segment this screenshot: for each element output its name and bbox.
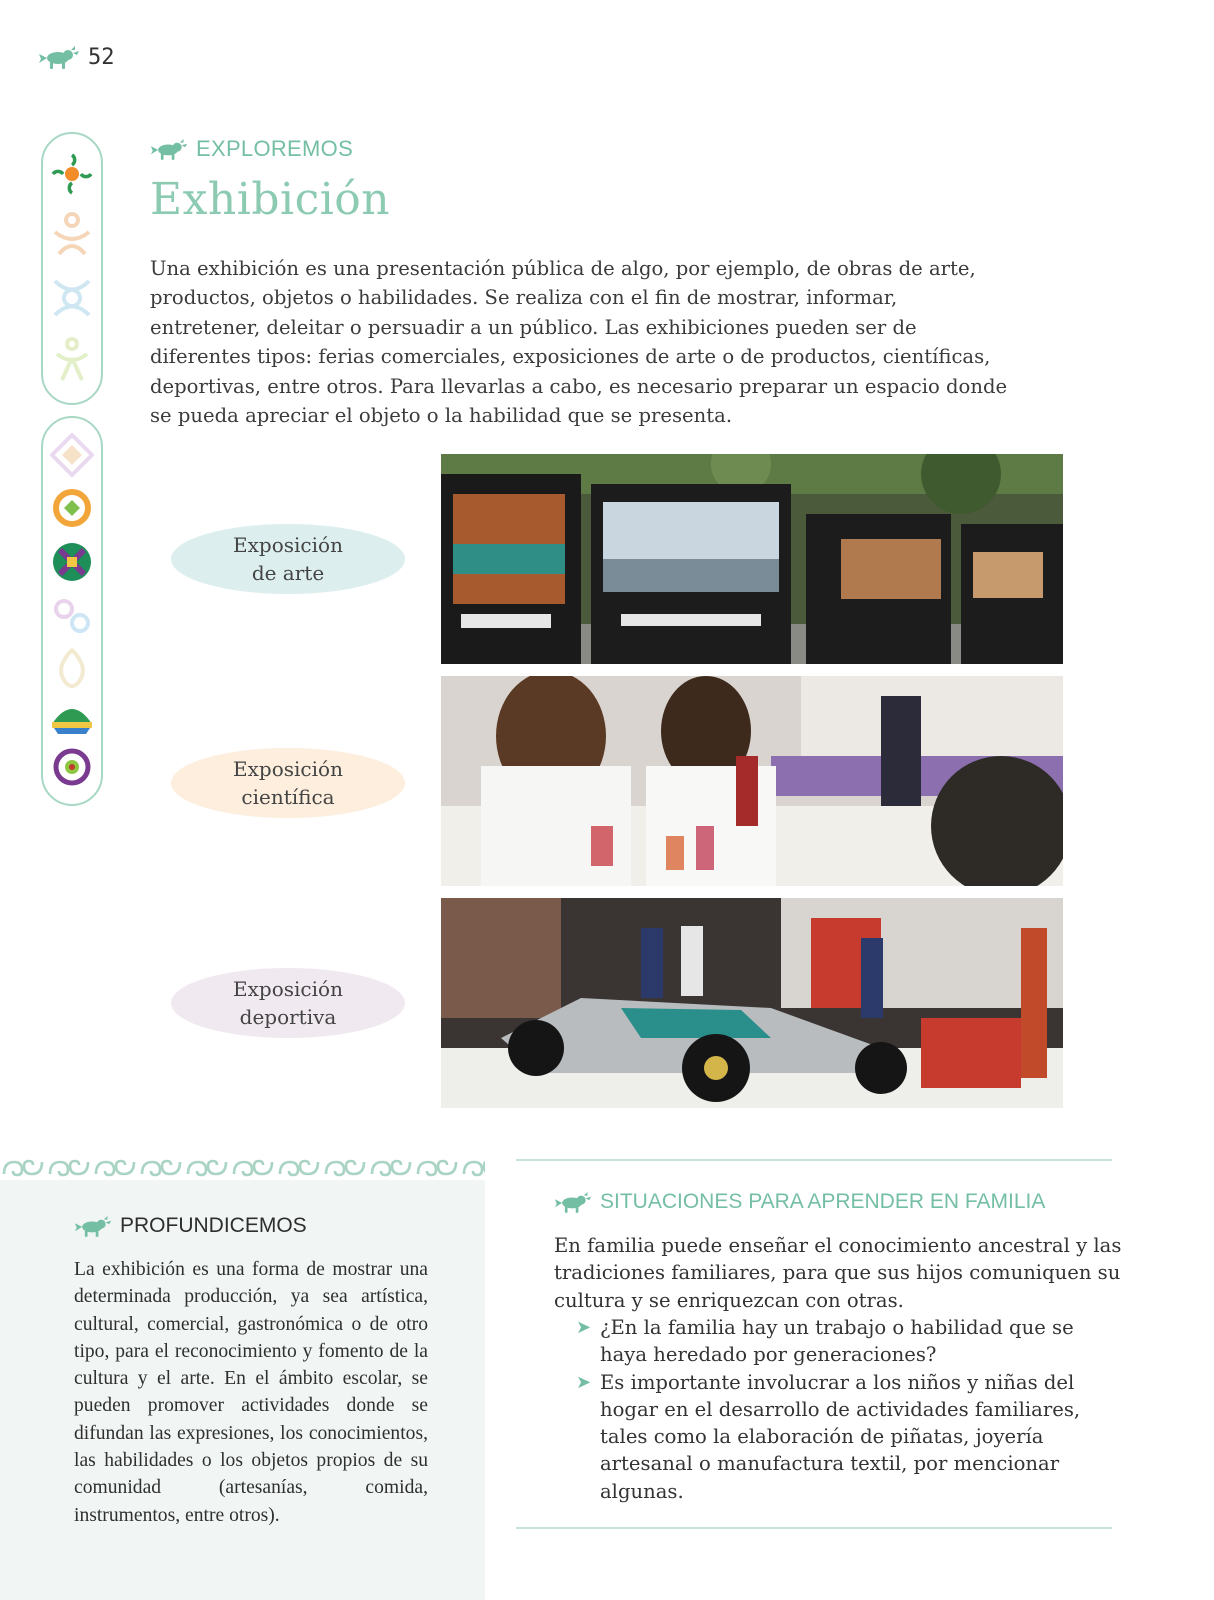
intro-paragraph: Una exhibición es una presentación pública de algo, por ejemplo, de obras de arte, productos, objetos o habilidades. Se realiza con el fin de mostrar, informar, entretener, deleitar o persuadir a un público. Las exhibiciones pueden ser de diferentes tipos: ferias comerciales, exposiciones de arte o de productos, científicas, deportivas, entre otros. Para llevarlas a cabo, es necesario preparar un espacio donde se pueda apreciar el objeto o la habilidad que se presenta. [150, 257, 1008, 428]
splash-circle-icon [50, 745, 94, 789]
label-exposicion-cientifica [171, 748, 405, 818]
page-number-header [38, 44, 115, 70]
axolotl-icon [38, 44, 80, 70]
faded-etica-symbol-icon [49, 273, 95, 323]
divider [516, 1527, 1112, 1529]
faded-flame-icon [50, 646, 94, 690]
race-car-exhibition-photo [441, 898, 1063, 1108]
outdoor-photo-exhibition-photo [441, 454, 1063, 664]
arrow-bullet-icon: ➤ [576, 1317, 592, 1338]
familia-intro-paragraph: En familia puede enseñar el conocimiento ancestral y las tradiciones familiares, para que sus hijos comuniquen su cultura y se enriquezcan con otras. [554, 1234, 1122, 1312]
label-exposicion-arte [171, 524, 405, 594]
faded-links-icon [50, 593, 94, 637]
label-exposicion-deportiva [171, 968, 405, 1038]
cross-square-icon [50, 540, 94, 584]
profundicemos-section-header [74, 1214, 307, 1238]
dome-icon [50, 700, 94, 736]
lenguajes-symbol-icon [49, 151, 95, 197]
axolotl-icon [554, 1190, 592, 1214]
list-item [554, 1369, 1114, 1505]
page-title: Exhibición [150, 174, 391, 225]
label-line: Exposición [233, 757, 343, 781]
list-item-text: Es importante involucrar a los niños y niñas del hogar en el desarrollo de actividades familiares, tales como la elaboración de piñatas, joyería artesanal o manufactura textil, por mencionar algunas. [600, 1370, 1081, 1503]
exploremos-label: EXPLOREMOS [196, 136, 354, 161]
familia-label: SITUACIONES PARA APRENDER EN FAMILIA [600, 1190, 1046, 1213]
axolotl-icon [74, 1214, 112, 1238]
divider [516, 1159, 1112, 1161]
label-line: deportiva [239, 1005, 337, 1029]
list-item-text: ¿En la familia hay un trabajo o habilidad que se haya heredado por generaciones? [600, 1316, 1074, 1367]
list-item [554, 1314, 1114, 1369]
students-science-experiment-photo [441, 676, 1063, 886]
profundicemos-paragraph: La exhibición es una forma de mostrar una determinada producción, ya sea artística, cultural, comercial, gastronómica o de otro tipo, para el reconocimiento y fomento de la cultura y el arte. En el ámbito escolar, se pueden promover actividades donde se difundan las expresiones, los conocimientos, las habilidades o los objetos propios de su comunidad (artesanías, comida, instrumentos, entre otros). [74, 1259, 428, 1526]
exploremos-section-header [150, 136, 353, 162]
familia-section-header [554, 1190, 1045, 1214]
orange-ring-icon [50, 486, 94, 530]
axolotl-icon [150, 137, 188, 161]
faded-diamond-icon [50, 433, 94, 477]
subject-rail-top [41, 132, 103, 405]
familia-list [554, 1314, 1114, 1505]
arrow-bullet-icon: ➤ [576, 1371, 592, 1393]
label-line: científica [241, 785, 335, 809]
faded-humano-symbol-icon [49, 336, 95, 386]
greca-border-icon [0, 1156, 485, 1180]
page-number: 52 [88, 44, 115, 70]
label-line: Exposición [233, 977, 343, 1001]
faded-saberes-symbol-icon [49, 210, 95, 260]
profundicemos-label: PROFUNDICEMOS [120, 1214, 307, 1237]
subject-rail-bottom [41, 416, 103, 806]
label-line: de arte [251, 561, 325, 585]
label-line: Exposición [233, 533, 343, 557]
